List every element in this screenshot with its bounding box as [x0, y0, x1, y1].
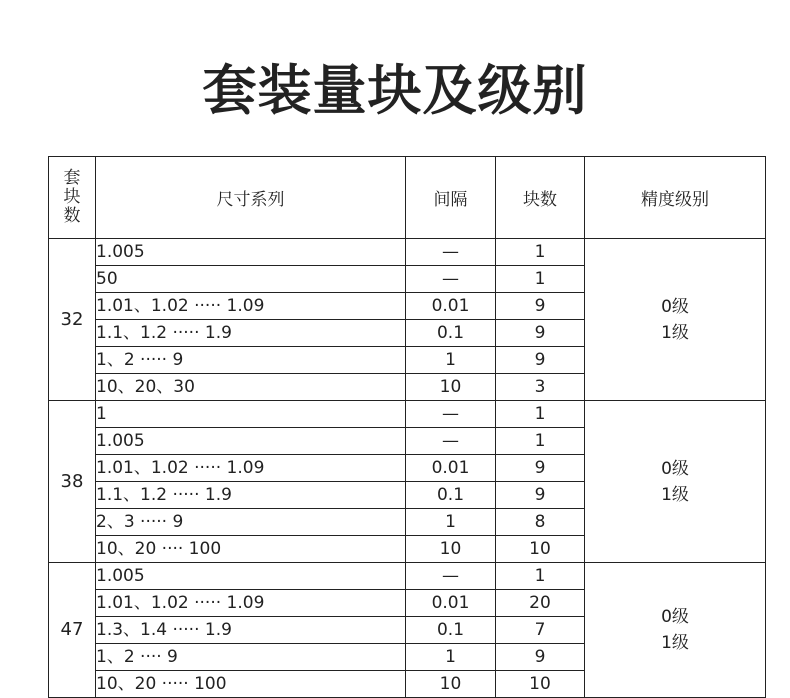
count-cell: 9: [496, 347, 585, 374]
size-series-cell: 50: [96, 266, 406, 293]
size-series-cell: 1: [96, 401, 406, 428]
count-cell: 9: [496, 293, 585, 320]
set-count-cell: 38: [49, 401, 96, 563]
count-cell: 1: [496, 239, 585, 266]
header-size-series: 尺寸系列: [96, 157, 406, 239]
count-cell: 9: [496, 455, 585, 482]
interval-cell: —: [406, 428, 496, 455]
grade-cell: [585, 401, 766, 563]
header-set-char: 块: [63, 187, 81, 207]
interval-cell: 0.1: [406, 482, 496, 509]
interval-cell: 10: [406, 374, 496, 401]
size-series-cell: 2、3 ····· 9: [96, 509, 406, 536]
grade-label: 1级: [661, 484, 689, 505]
interval-cell: —: [406, 239, 496, 266]
interval-cell: 10: [406, 536, 496, 563]
grade-cell: [585, 239, 766, 401]
count-cell: 9: [496, 320, 585, 347]
interval-cell: 10: [406, 671, 496, 698]
interval-cell: 0.01: [406, 293, 496, 320]
count-cell: 9: [496, 482, 585, 509]
interval-cell: 0.01: [406, 590, 496, 617]
interval-cell: 0.1: [406, 320, 496, 347]
count-cell: 1: [496, 428, 585, 455]
grade-label: 0级: [661, 296, 689, 317]
interval-cell: —: [406, 563, 496, 590]
count-cell: 8: [496, 509, 585, 536]
size-series-cell: 1.1、1.2 ····· 1.9: [96, 320, 406, 347]
table-body: [49, 239, 766, 698]
interval-cell: 0.01: [406, 455, 496, 482]
size-series-cell: 1.3、1.4 ····· 1.9: [96, 617, 406, 644]
table-row: [49, 401, 766, 428]
count-cell: 3: [496, 374, 585, 401]
size-series-cell: 1、2 ···· 9: [96, 644, 406, 671]
header-interval: 间隔: [406, 157, 496, 239]
count-cell: 9: [496, 644, 585, 671]
size-series-cell: 1.005: [96, 563, 406, 590]
header-set-char: 套: [63, 168, 81, 188]
gauge-block-set-table: [48, 156, 766, 698]
interval-cell: —: [406, 401, 496, 428]
size-series-cell: 1.01、1.02 ····· 1.09: [96, 293, 406, 320]
size-series-cell: 10、20、30: [96, 374, 406, 401]
grade-label: 1级: [661, 633, 689, 653]
count-cell: 1: [496, 266, 585, 293]
table-row: [49, 239, 766, 266]
count-cell: 20: [496, 590, 585, 617]
table-header-row: [49, 157, 766, 239]
count-cell: 7: [496, 617, 585, 644]
interval-cell: 1: [406, 644, 496, 671]
set-count-cell: 32: [49, 239, 96, 401]
size-series-cell: 1.01、1.02 ····· 1.09: [96, 590, 406, 617]
size-series-cell: 1.005: [96, 239, 406, 266]
size-series-cell: 10、20 ····· 100: [96, 671, 406, 698]
header-count: 块数: [496, 157, 585, 239]
interval-cell: 1: [406, 509, 496, 536]
size-series-cell: 1、2 ····· 9: [96, 347, 406, 374]
size-series-cell: 1.005: [96, 428, 406, 455]
interval-cell: —: [406, 266, 496, 293]
set-count-cell: 47: [49, 563, 96, 698]
grade-label: 1级: [661, 322, 689, 343]
header-grade: 精度级别: [585, 157, 766, 239]
count-cell: 1: [496, 401, 585, 428]
header-set-char: 数: [63, 206, 81, 226]
count-cell: 10: [496, 536, 585, 563]
grade-cell: [585, 563, 766, 698]
interval-cell: 0.1: [406, 617, 496, 644]
count-cell: 1: [496, 563, 585, 590]
size-series-cell: 1.1、1.2 ····· 1.9: [96, 482, 406, 509]
interval-cell: 1: [406, 347, 496, 374]
size-series-cell: 10、20 ···· 100: [96, 536, 406, 563]
count-cell: 10: [496, 671, 585, 698]
grade-label: 0级: [661, 607, 689, 627]
grade-label: 0级: [661, 458, 689, 479]
table-row: [49, 563, 766, 590]
header-set-count: [49, 157, 96, 239]
size-series-cell: 1.01、1.02 ····· 1.09: [96, 455, 406, 482]
page-title: 套装量块及级别: [202, 59, 588, 122]
